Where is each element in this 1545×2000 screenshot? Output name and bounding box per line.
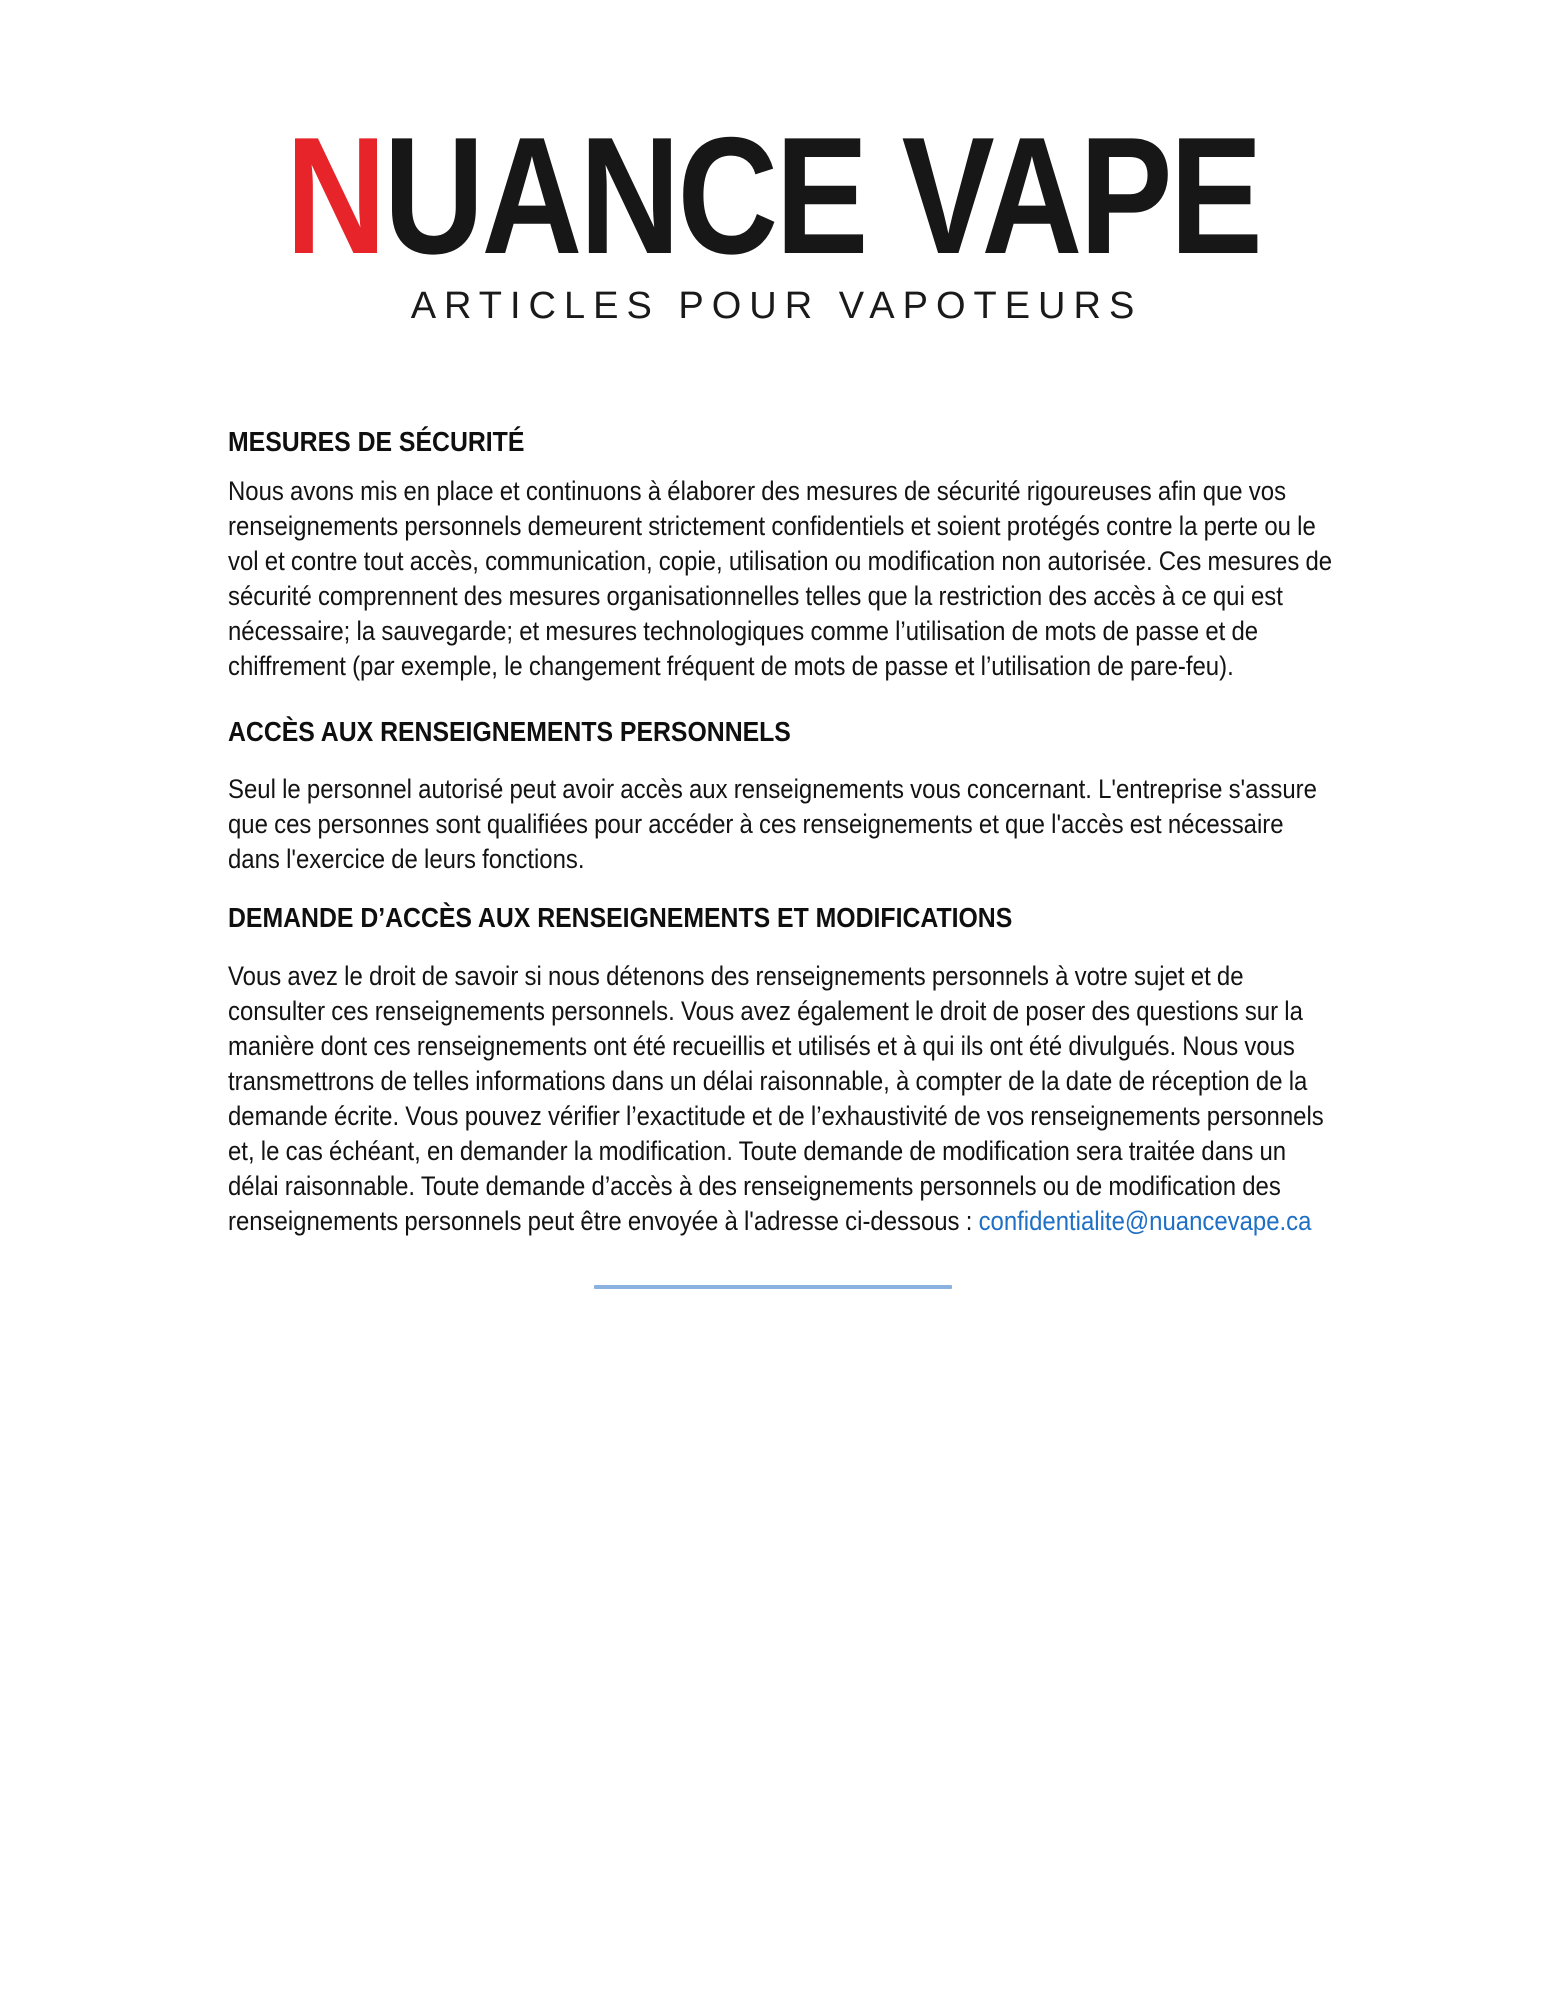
brand-initial-letter: N [285, 102, 384, 289]
privacy-policy-content [228, 424, 1336, 1239]
brand-tagline: ARTICLES POUR VAPOTEURS [410, 285, 1143, 327]
heading-mesures-de-securite: MESURES DE SÉCURITÉ [228, 425, 525, 457]
brand-name-text: UANCE VAPE [383, 102, 1260, 289]
heading-acces-aux-renseignements: ACCÈS AUX RENSEIGNEMENTS PERSONNELS [228, 715, 791, 747]
paragraph-acces-aux-renseignements: Seul le personnel autorisé peut avoir accès aux renseignements vous concernant. L'entreprise s'assure que ces personnes sont qualifiées pour accéder à ces renseignements et que l'accès est nécessaire dans l'exercice de leurs fonctions. [228, 773, 1317, 874]
logo [0, 0, 1545, 328]
privacy-email-link[interactable]: confidentialite@nuancevape.ca [978, 1205, 1312, 1236]
horizontal-divider [594, 1285, 952, 1289]
paragraph-mesures-de-securite: Nous avons mis en place et continuons à élaborer des mesures de sécurité rigoureuses afin que vos renseignements personnels demeurent strictement confidentiels et soient protégés contre la perte ou le vol et contre tout accès, communication, copie, utilisation ou modification non autorisée. Ces mesures de sécurité comprennent des mesures organisationnelles telles que la restriction des accès à ce qui est nécessaire; la sauvegarde; et mesures technologiques comme l’utilisation de mots de passe et de chiffrement (par exemple, le changement fréquent de mots de passe et l’utilisation de pare-feu). [228, 475, 1333, 681]
heading-demande-acces-modifications: DEMANDE D’ACCÈS AUX RENSEIGNEMENTS ET MODIFICATIONS [228, 901, 1013, 933]
paragraph-demande-text: Vous avez le droit de savoir si nous détenons des renseignements personnels à votre sujet et de consulter ces renseignements personnels. Vous avez également le droit de poser des questions sur la manière dont ces renseignements ont été recueillis et utilisés et à qui ils ont été divulgués. Nous vous transmettrons de telles informations dans un délai raisonnable, à compter de la date de réception de la demande écrite. Vous pouvez vérifier l’exactitude et de l’exhaustivité de vos renseignements personnels et, le cas échéant, en demander la modification. Toute demande de modification sera traitée dans un délai raisonnable. Toute demande d’accès à des renseignements personnels ou de modification des renseignements personnels peut être envoyée à l'adresse ci-dessous : [228, 960, 1324, 1236]
brand-wordmark [285, 102, 1260, 289]
paragraph-demande-acces-modifications [228, 959, 1336, 1239]
